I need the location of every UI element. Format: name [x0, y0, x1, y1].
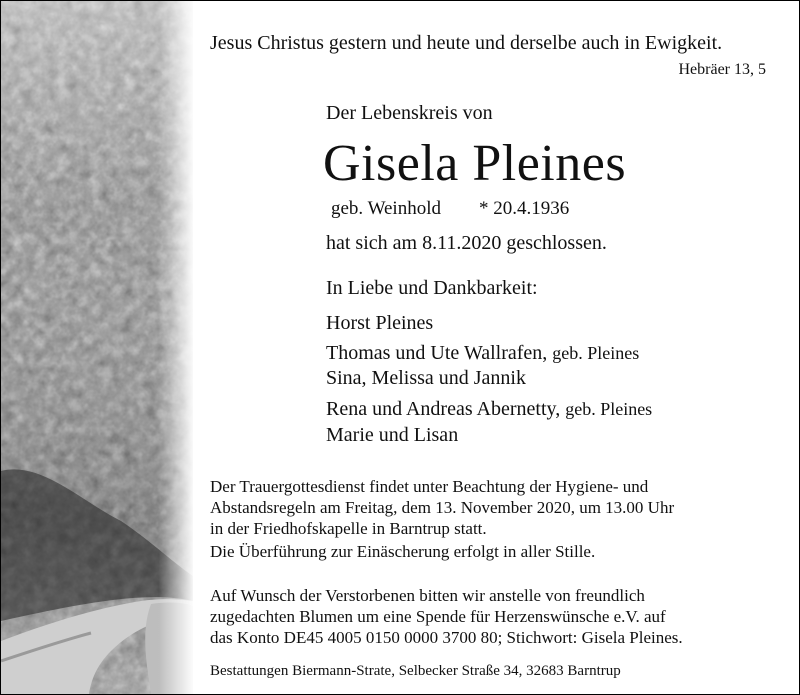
- family-member-line: [326, 424, 458, 447]
- service-line: in der Friedhofskapelle in Barntrup statt.: [210, 519, 487, 538]
- family-member-name: Horst Pleines: [326, 312, 434, 334]
- family-member-name: Thomas und Ute Wallrafen,: [326, 342, 548, 364]
- family-member-line: [326, 367, 526, 390]
- intro-line: Der Lebenskreis von: [326, 102, 493, 124]
- family-member-name: Marie und Lisan: [326, 424, 459, 446]
- service-line: Abstandsregeln am Freitag, dem 13. November 2020, um 13.00 Uhr: [210, 498, 675, 517]
- bible-verse: Jesus Christus gestern und heute und derselbe auch in Ewigkeit.: [210, 32, 723, 54]
- donation-line: Auf Wunsch der Verstorbenen bitten wir anstelle von freundlich: [210, 586, 645, 605]
- service-line: Der Trauergottesdienst findet unter Beachtung der Hygiene- und: [210, 477, 649, 496]
- donation-line: das Konto DE45 4005 0150 0000 3700 80; Stichwort: Gisela Pleines.: [210, 628, 683, 647]
- donation-line: zugedachten Blumen um eine Spende für Herzenswünsche e.V. auf: [210, 607, 666, 626]
- family-member-name: Sina, Melissa und Jannik: [326, 367, 526, 389]
- funeral-home-footer: Bestattungen Biermann-Strate, Selbecker Straße 34, 32683 Barntrup: [210, 663, 621, 679]
- family-member-name: Rena und Andreas Abernetty,: [326, 398, 561, 420]
- family-member-maiden: geb. Pleines: [552, 343, 640, 363]
- deceased-name: Gisela Pleines: [323, 135, 627, 192]
- service-line: Die Überführung zur Einäscherung erfolgt in aller Stille.: [210, 542, 596, 561]
- family-member-line: [326, 398, 652, 421]
- family-member-line: [326, 342, 639, 365]
- family-member-line: [326, 312, 433, 335]
- birth-date: * 20.4.1936: [479, 198, 570, 219]
- bible-reference: Hebräer 13, 5: [678, 61, 766, 78]
- family-member-maiden: geb. Pleines: [565, 399, 653, 419]
- maiden-name: geb. Weinhold: [331, 198, 441, 219]
- death-line: hat sich am 8.11.2020 geschlossen.: [326, 232, 607, 254]
- forest-path-photo: [1, 1, 193, 694]
- family-heading: In Liebe und Dankbarkeit:: [326, 277, 538, 299]
